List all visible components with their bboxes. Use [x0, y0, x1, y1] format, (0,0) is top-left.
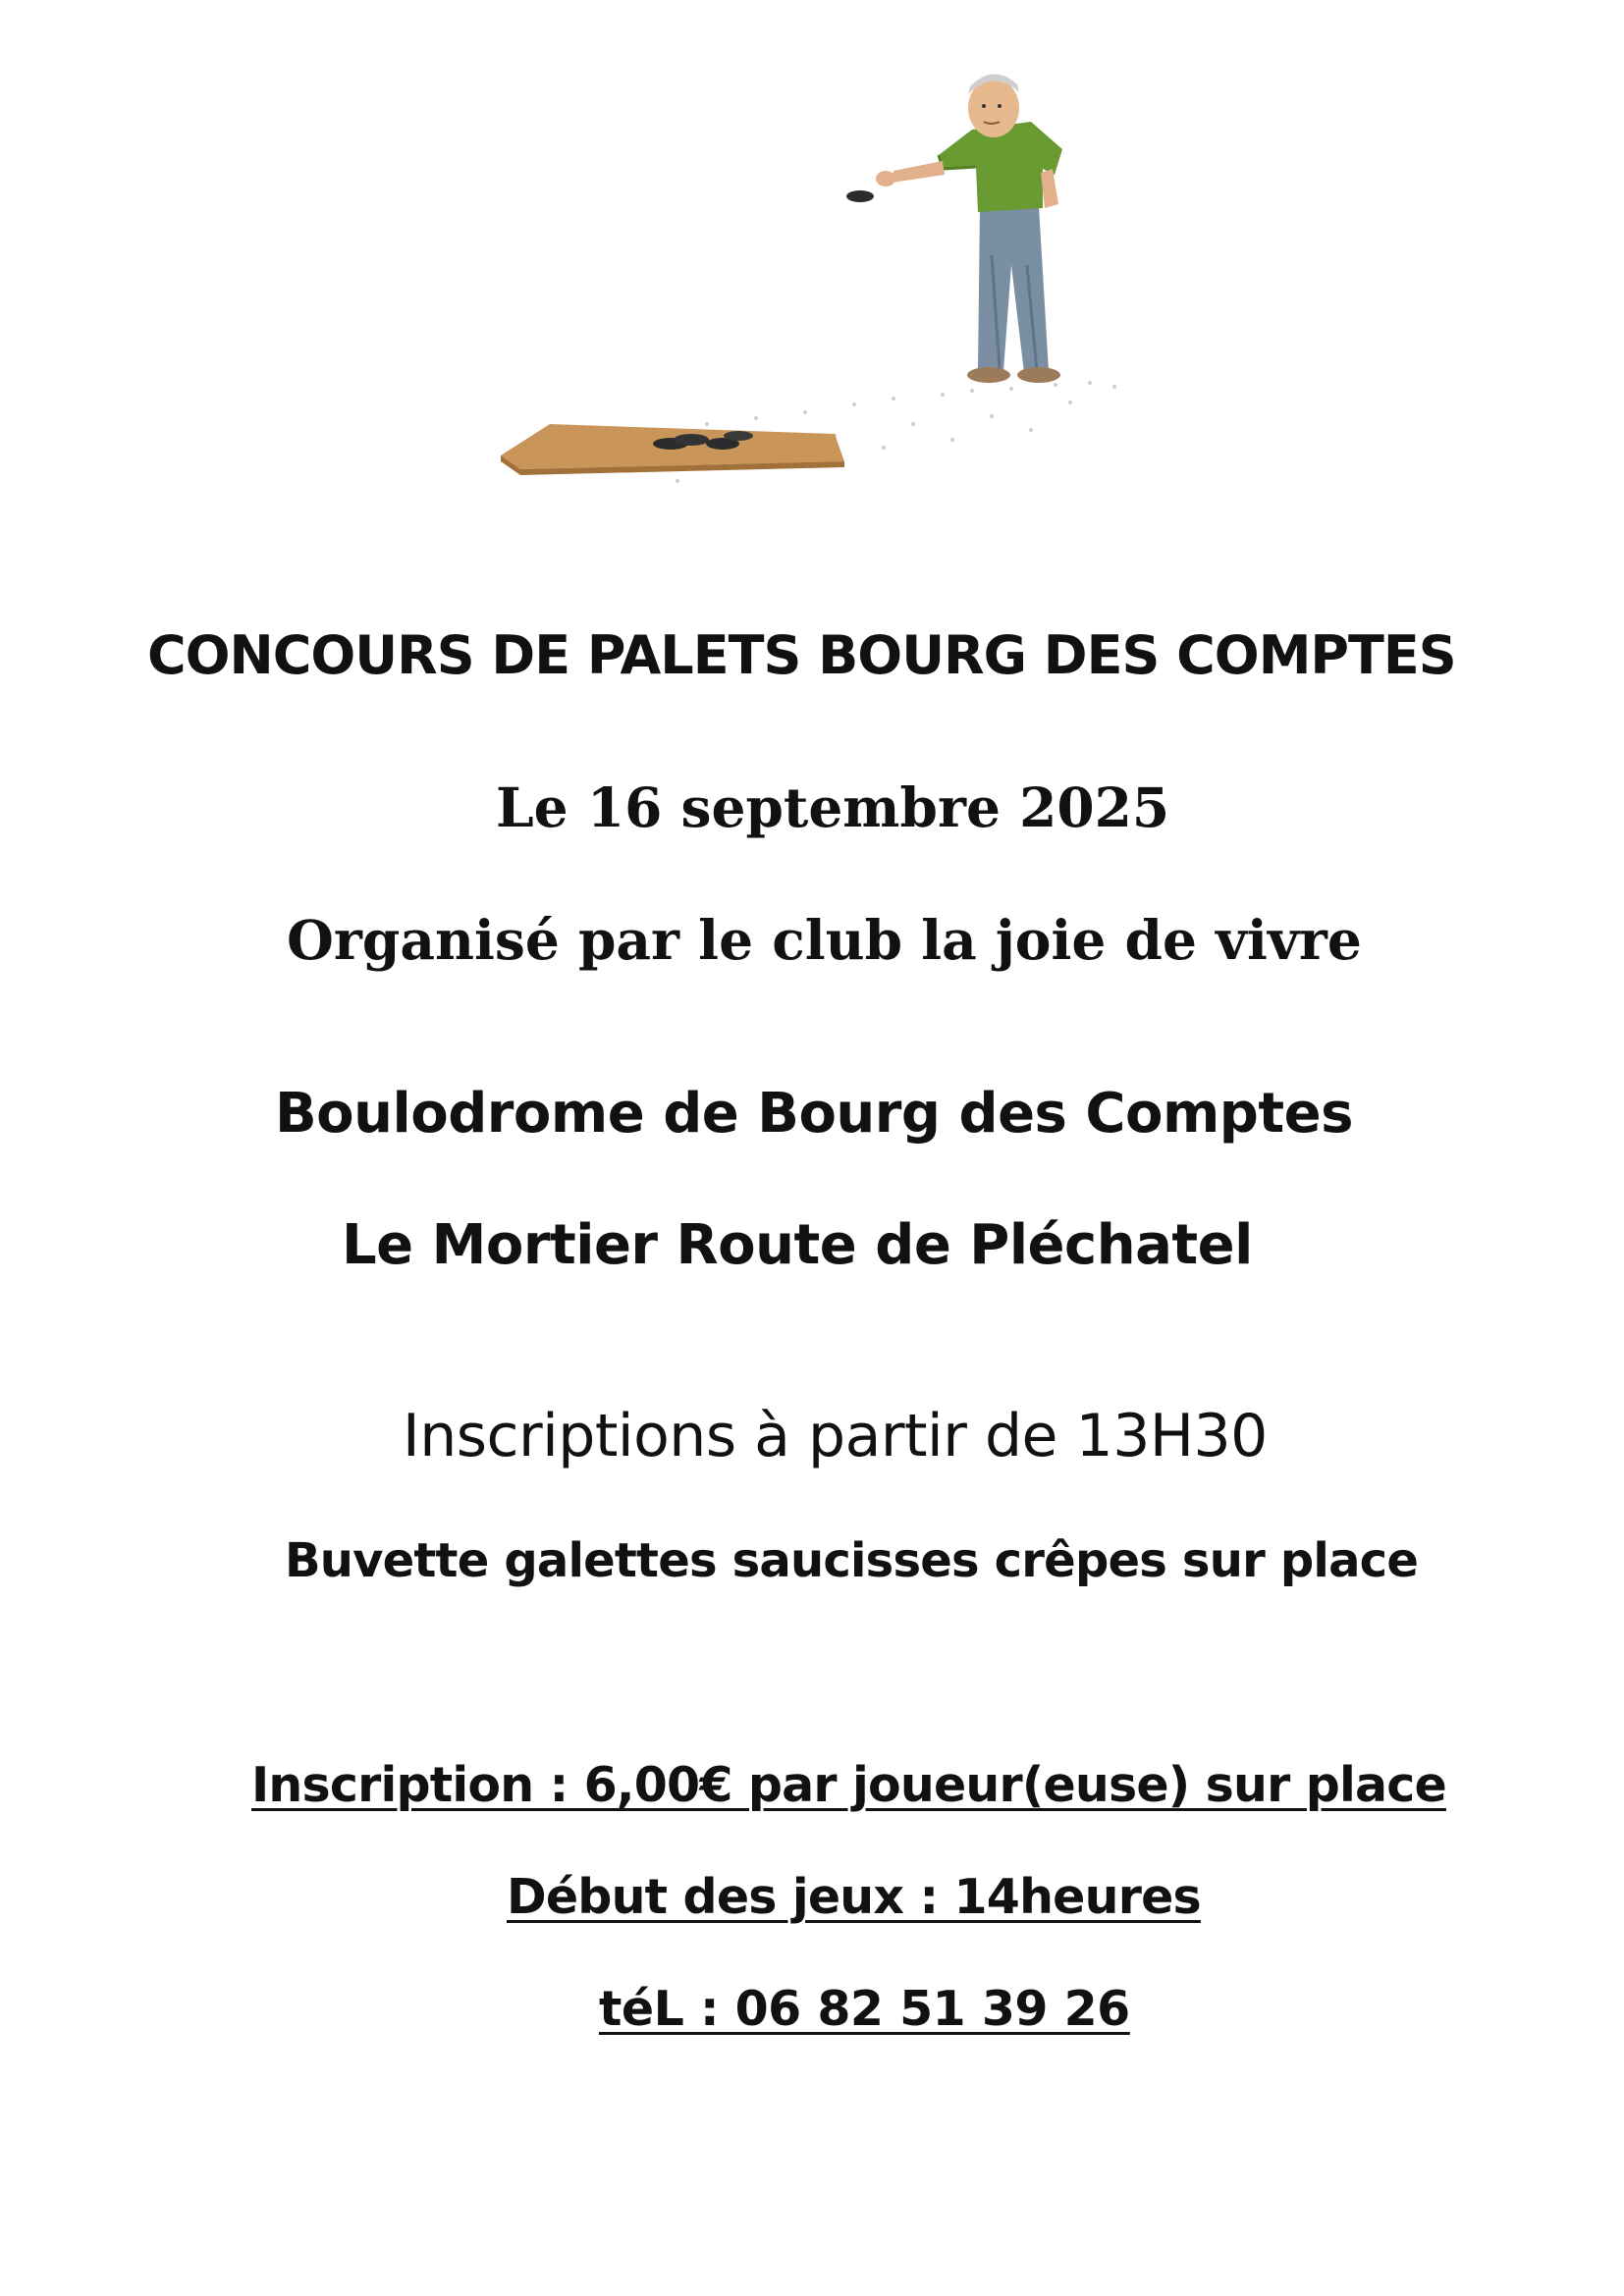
organizer-line: Organisé par le club la joie de vivre	[287, 908, 1362, 972]
games-start-time: Début des jeux : 14heures	[507, 1869, 1201, 1925]
venue-name: Boulodrome de Bourg des Comptes	[275, 1082, 1353, 1146]
event-date: Le 16 septembre 2025	[496, 775, 1170, 839]
registration-time: Inscriptions à partir de 13H30	[403, 1402, 1268, 1470]
poster-title: CONCOURS DE PALETS BOURG DES COMPTES	[147, 624, 1456, 686]
refreshments-info: Buvette galettes saucisses crêpes sur place	[285, 1533, 1419, 1588]
venue-address: Le Mortier Route de Pléchatel	[342, 1213, 1253, 1277]
palet-player-illustration	[481, 59, 1149, 491]
registration-fee: Inscription : 6,00€ par joueur(euse) sur place	[251, 1757, 1446, 1813]
contact-phone: téL : 06 82 51 39 26	[599, 1981, 1130, 2037]
